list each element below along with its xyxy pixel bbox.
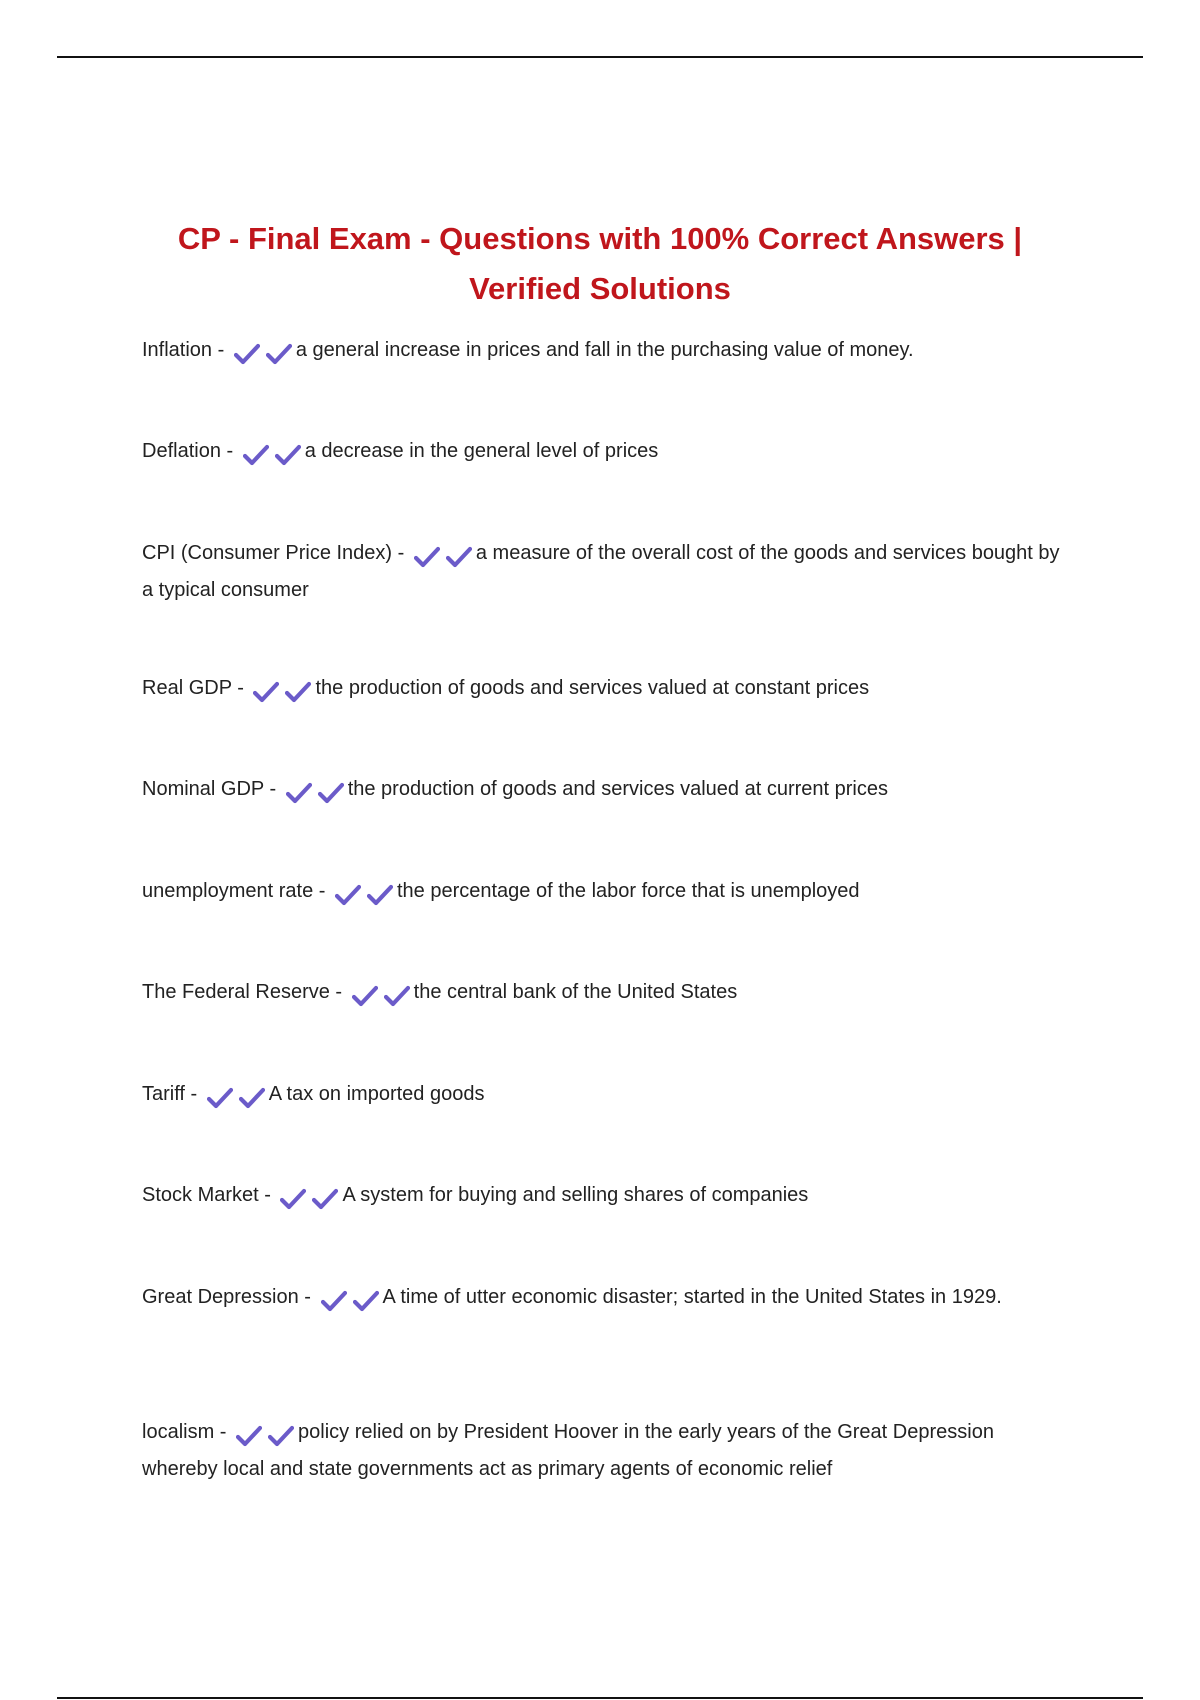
qa-term: Deflation bbox=[142, 440, 221, 462]
check-icon bbox=[384, 985, 410, 1007]
qa-separator: - bbox=[258, 1184, 277, 1206]
qa-item bbox=[142, 1415, 1062, 1486]
qa-definition: a general increase in prices and fall in the purchasing value of money. bbox=[295, 339, 914, 361]
check-icon bbox=[266, 343, 292, 365]
check-icon bbox=[207, 1087, 233, 1109]
qa-term: Great Depression bbox=[142, 1286, 299, 1308]
qa-definition: the central bank of the United States bbox=[413, 981, 738, 1003]
qa-separator: - bbox=[184, 1083, 203, 1105]
check-marks bbox=[243, 437, 303, 471]
check-icon bbox=[234, 343, 260, 365]
check-icon bbox=[414, 546, 440, 568]
check-icon bbox=[239, 1087, 265, 1109]
qa-item bbox=[142, 333, 1062, 370]
check-icon bbox=[268, 1425, 294, 1447]
qa-separator: - bbox=[212, 339, 230, 361]
check-marks bbox=[207, 1080, 267, 1114]
qa-term: The Federal Reserve bbox=[142, 981, 330, 1003]
bottom-rule bbox=[57, 1697, 1143, 1699]
check-icon bbox=[352, 985, 378, 1007]
check-marks bbox=[236, 1418, 296, 1452]
qa-term: CPI (Consumer Price Index) bbox=[142, 542, 393, 564]
qa-item bbox=[142, 434, 1062, 471]
check-marks bbox=[280, 1181, 340, 1215]
qa-separator: - bbox=[313, 880, 331, 902]
qa-item bbox=[142, 1077, 1062, 1114]
qa-term: Tariff bbox=[142, 1083, 185, 1105]
check-marks bbox=[414, 539, 474, 573]
qa-item bbox=[142, 1178, 1062, 1215]
qa-definition: the percentage of the labor force that is unemployed bbox=[396, 880, 860, 902]
qa-definition: policy relied on by President Hoover in the early years of the Great Depression whereby local and state governments act as primary agents of economic relief bbox=[142, 1421, 994, 1480]
check-marks bbox=[352, 978, 412, 1012]
check-icon bbox=[335, 884, 361, 906]
check-marks bbox=[321, 1283, 381, 1317]
check-icon bbox=[446, 546, 472, 568]
qa-term: Inflation bbox=[142, 339, 213, 361]
qa-definition: a decrease in the general level of prices bbox=[304, 440, 659, 462]
check-marks bbox=[234, 336, 294, 370]
qa-item bbox=[142, 772, 1062, 809]
qa-definition: a measure of the overall cost of the goods and services bought by a typical consumer bbox=[142, 542, 1060, 601]
check-icon bbox=[367, 884, 393, 906]
qa-term: localism bbox=[142, 1421, 215, 1443]
qa-separator: - bbox=[329, 981, 348, 1003]
qa-definition: A time of utter economic disaster; started in the United States in 1929. bbox=[382, 1286, 1002, 1308]
qa-term: Nominal GDP bbox=[142, 778, 264, 800]
qa-item bbox=[142, 671, 1062, 708]
check-icon bbox=[321, 1290, 347, 1312]
qa-separator: - bbox=[263, 778, 282, 800]
check-icon bbox=[243, 444, 269, 466]
qa-term: Real GDP bbox=[142, 677, 232, 699]
check-icon bbox=[312, 1188, 338, 1210]
check-marks bbox=[286, 775, 346, 809]
qa-separator: - bbox=[298, 1286, 317, 1308]
check-marks bbox=[253, 674, 313, 708]
check-marks bbox=[335, 877, 395, 911]
qa-separator: - bbox=[220, 440, 239, 462]
qa-definition: the production of goods and services valued at constant prices bbox=[315, 677, 870, 699]
document-title: CP - Final Exam - Questions with 100% Correct Answers | Verified Solutions bbox=[177, 221, 1023, 306]
check-icon bbox=[236, 1425, 262, 1447]
qa-term: unemployment rate bbox=[142, 880, 314, 902]
check-icon bbox=[285, 681, 311, 703]
qa-term: Stock Market bbox=[142, 1184, 259, 1206]
check-icon bbox=[286, 782, 312, 804]
check-icon bbox=[275, 444, 301, 466]
qa-definition: the production of goods and services valued at current prices bbox=[347, 778, 888, 800]
qa-separator: - bbox=[231, 677, 250, 699]
qa-separator: - bbox=[214, 1421, 233, 1443]
top-rule bbox=[57, 56, 1143, 58]
check-icon bbox=[253, 681, 279, 703]
check-icon bbox=[353, 1290, 379, 1312]
qa-item bbox=[142, 874, 1062, 911]
qa-item bbox=[142, 975, 1062, 1012]
qa-definition: A system for buying and selling shares of companies bbox=[342, 1184, 809, 1206]
qa-item bbox=[142, 1280, 1062, 1317]
qa-definition: A tax on imported goods bbox=[268, 1083, 485, 1105]
qa-item bbox=[142, 536, 1062, 607]
check-icon bbox=[318, 782, 344, 804]
check-icon bbox=[280, 1188, 306, 1210]
qa-separator: - bbox=[392, 542, 410, 564]
